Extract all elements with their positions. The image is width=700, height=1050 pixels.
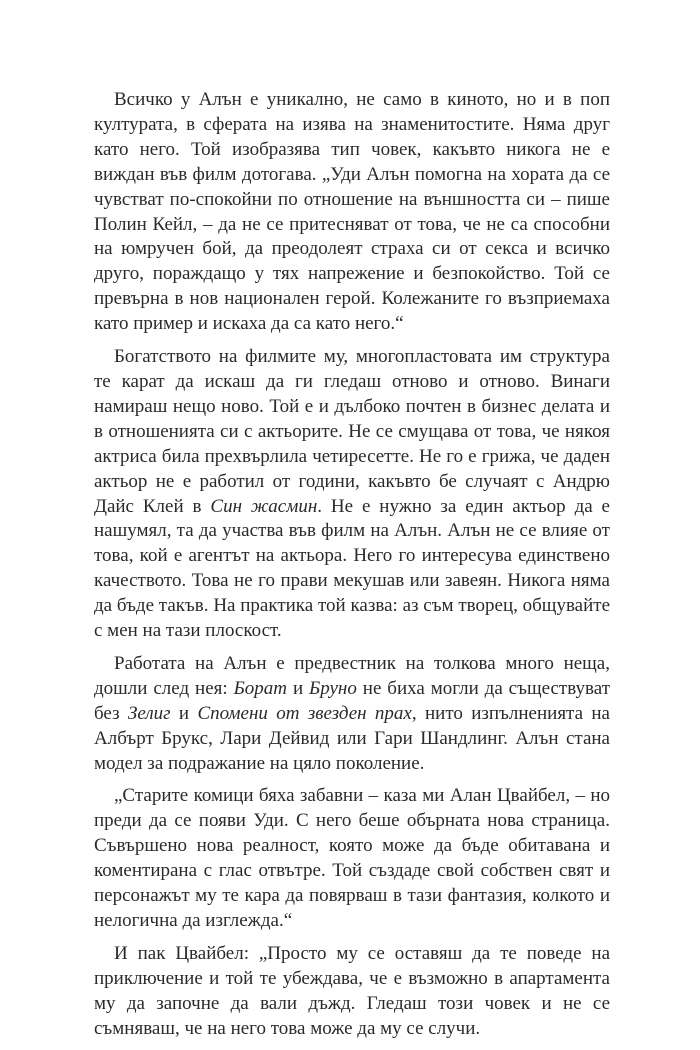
text-segment: Всичко у Алън е уникално, не само в киното, но и в поп културата, в сферата на изява на знаменитостите. Няма друг като него. Той изобразява тип човек, какъвто никога не е виждан във филм дотогава. „Уди Алън помогна на хората да се чувстват по-спокойни по отношение на външността си – пише Полин Кейл, – да не се притесняват от това, че не са способни на юмручен бой, да преодолеят страха си от секса и всичко друго, пораждащо у тях напрежение и безпокойство. Той се превърна в нов национален герой. Колежаните го възприемаха като пример и искаха да са като него.“ (94, 89, 610, 335)
text-segment: Работата на Алън е предвестник на толкова много неща, дошли след нея: (94, 652, 610, 699)
text-segment: И пак Цвайбел: „Просто му се оставяш да те поведе на приключение и той те убеждава, че е възможно в апартамента му да започне да вали дъжд. Гледаш този човек и не се съмняваш, че на него това може да му се случи. (94, 942, 610, 1039)
film-title-zelig: Зелиг (127, 702, 171, 724)
film-title-borat: Борат (233, 677, 288, 699)
paragraph-2 (94, 345, 610, 644)
text-segment: „Старите комици бяха забавни – каза ми Алан Цвайбел, – но преди да се появи Уди. С него беше обърната нова страница. Съвършено нова реалност, която може да бъде обитавана и коментирана с глас отвътре. Той създаде свой собствен свят и персонажът му те кара да повярваш в тази фантазия, колкото и нелогична да изглежда.“ (94, 785, 610, 931)
text-segment: и (287, 677, 310, 699)
film-title-bruno: Бруно (309, 677, 357, 699)
paragraph-5 (94, 942, 610, 1042)
text-segment: , нито изпълненията на Албърт Брукс, Лари Дейвид или Гари Шандлинг. Алън стана модел за подражание на цяло поколение. (94, 702, 610, 774)
text-segment: Богатството на филмите му, многопластовата им структура те карат да искаш да ги гледаш отново и отново. Винаги намираш нещо ново. Той е и дълбоко почтен в бизнес делата и в отношенията си с актьорите. Не се смущава от това, че някоя актриса била прехвърлила четиресетте. Не го е грижа, че даден актьор не е работил от години, какъвто бе случаят с Андрю Дайс Клей в (94, 346, 610, 517)
paragraph-4 (94, 784, 610, 933)
text-segment: и (170, 702, 198, 724)
book-page (94, 88, 610, 1050)
paragraph-1 (94, 88, 610, 337)
text-segment: не биха могли да съществуват без (94, 677, 610, 724)
film-title-stardust-memories: Спомени от звезден прах (197, 702, 412, 724)
film-title-sin-zhasmin: Син жасмин (210, 495, 318, 517)
paragraph-3 (94, 652, 610, 777)
text-segment: . Не е нужно за един актьор да е нашумял, та да участва във филм на Алън. Алън не се влияе от това, кой е агентът на актьора. Него го интересува единствено качеството. Това не го прави мекушав или завеян. Никога няма да бъде такъв. На практика той казва: аз съм творец, общувайте с мен на тази плоскост. (94, 495, 610, 642)
